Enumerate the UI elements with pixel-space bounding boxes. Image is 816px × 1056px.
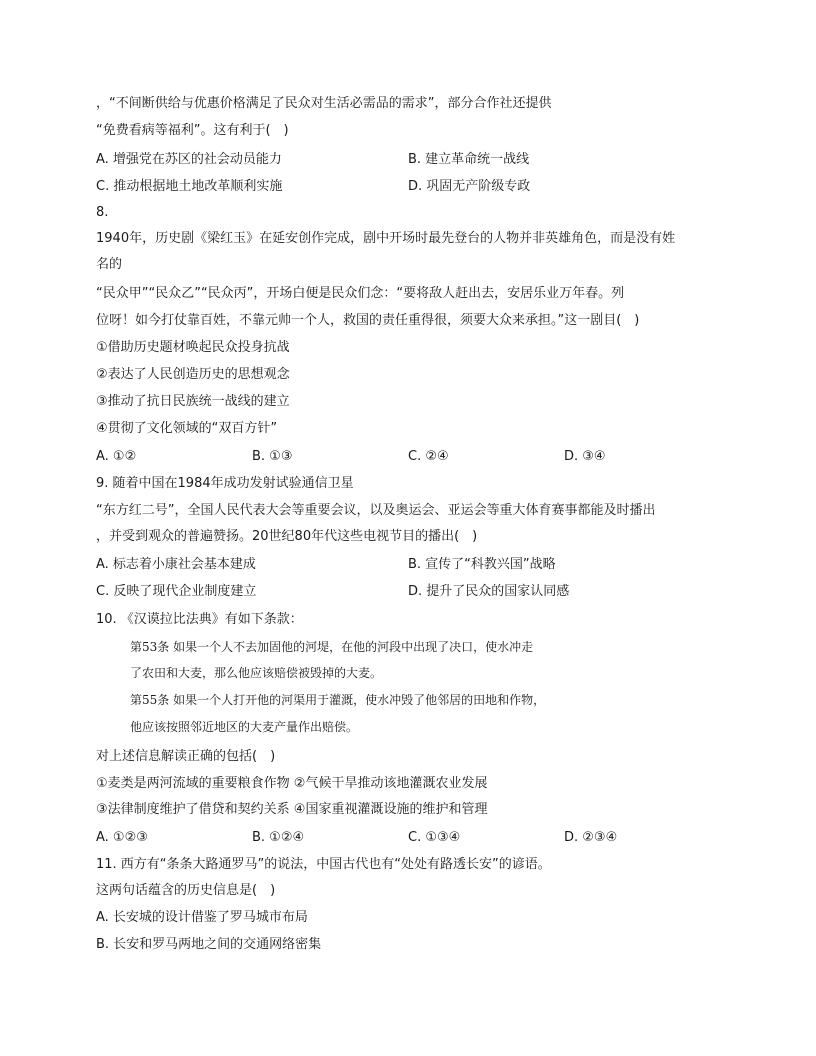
intro-line-2: “免费看病等福利”。这有利于( ) — [96, 123, 289, 138]
q8-line-4: 位呀！如今打仗靠百姓，不靠元帅一个人，救国的责任重得很，须要大众来承担。”这一剧目( ) — [96, 313, 640, 328]
q9-option-d: D. 提升了民众的国家认同感 — [408, 584, 570, 599]
q8-line-3: “民众甲”“民众乙”“民众丙”，开场白便是民众们念：“要将敌人赶出去，安居乐业万年春。列 — [96, 286, 625, 301]
q9-option-b: B. 宣传了“科教兴国”战略 — [408, 557, 556, 572]
q10-items-2: ③法律制度维护了借贷和契约关系 ④国家重视灌溉设施的维护和管理 — [96, 802, 488, 817]
q11-line-1: 11. 西方有“条条大路通罗马”的说法，中国古代也有“处处有路透长安”的谚语。 — [96, 857, 551, 872]
q9-option-a: A. 标志着小康社会基本建成 — [96, 557, 256, 572]
q9-option-c: C. 反映了现代企业制度建立 — [96, 584, 257, 599]
q10-items-1: ①麦类是两河流域的重要粮食作物 ②气候干旱推动该地灌溉农业发展 — [96, 776, 488, 791]
q10-line-1: 10. 《汉谟拉比法典》有如下条款： — [96, 612, 303, 627]
q7-option-c: C. 推动根据地土地改革顺利实施 — [96, 179, 283, 194]
q9-line-1: 9. 随着中国在1984年成功发射试验通信卫星 — [96, 476, 354, 491]
q8-option-b: B. ①③ — [252, 449, 293, 464]
q10-law-53-line-1: 第53条 如果一个人不去加固他的河堤，在他的河段中出现了决口，使水冲走 — [130, 640, 534, 654]
q11-line-2: 这两句话蕴含的历史信息是( ) — [96, 883, 276, 898]
q7-option-a: A. 增强党在苏区的社会动员能力 — [96, 152, 282, 167]
q8-option-c: C. ②④ — [408, 449, 449, 464]
q10-law-55-line-2: 他应该按照邻近地区的大麦产量作出赔偿。 — [130, 720, 359, 734]
q10-law-55-line-1: 第55条 如果一个人打开他的河渠用于灌溉，使水冲毁了他邻居的田地和作物， — [130, 693, 546, 707]
q10-question: 对上述信息解读正确的包括( ) — [96, 749, 276, 764]
q11-option-a: A. 长安城的设计借鉴了罗马城市布局 — [96, 910, 308, 925]
q8-line-1: 1940年，历史剧《梁红玉》在延安创作完成，剧中开场时最先登台的人物并非英雄角色，而是没有姓 — [96, 231, 676, 246]
q8-line-2: 名的 — [96, 257, 123, 272]
q8-item-4: ④贯彻了文化领域的“双百方针” — [96, 421, 278, 436]
q8-number: 8. — [96, 205, 109, 220]
q11-option-b: B. 长安和罗马两地之间的交通网络密集 — [96, 937, 322, 952]
q9-line-2: “东方红二号”，全国人民代表大会等重要会议，以及奥运会、亚运会等重大体育赛事都能及时播出 — [96, 503, 656, 518]
q10-option-d: D. ②③④ — [564, 830, 618, 845]
q8-item-2: ②表达了人民创造历史的思想观念 — [96, 367, 290, 382]
intro-line-1: ，“不间断供给与优惠价格满足了民众对生活必需品的需求”，部分合作社还提供 — [96, 96, 552, 111]
q8-option-d: D. ③④ — [564, 449, 606, 464]
q10-option-c: C. ①③④ — [408, 830, 461, 845]
q7-option-d: D. 巩固无产阶级专政 — [408, 179, 531, 194]
q10-option-b: B. ①②④ — [252, 830, 305, 845]
q9-line-3: ，并受到观众的普遍赞扬。20世纪80年代这些电视节目的播出( ) — [96, 529, 478, 544]
q10-law-53-line-2: 了农田和大麦，那么他应该赔偿被毁掉的大麦。 — [130, 666, 383, 680]
q10-option-a: A. ①②③ — [96, 830, 148, 845]
q8-item-1: ①借助历史题材唤起民众投身抗战 — [96, 340, 290, 355]
q7-option-b: B. 建立革命统一战线 — [408, 152, 530, 167]
q8-option-a: A. ①② — [96, 449, 137, 464]
q8-item-3: ③推动了抗日民族统一战线的建立 — [96, 394, 290, 409]
